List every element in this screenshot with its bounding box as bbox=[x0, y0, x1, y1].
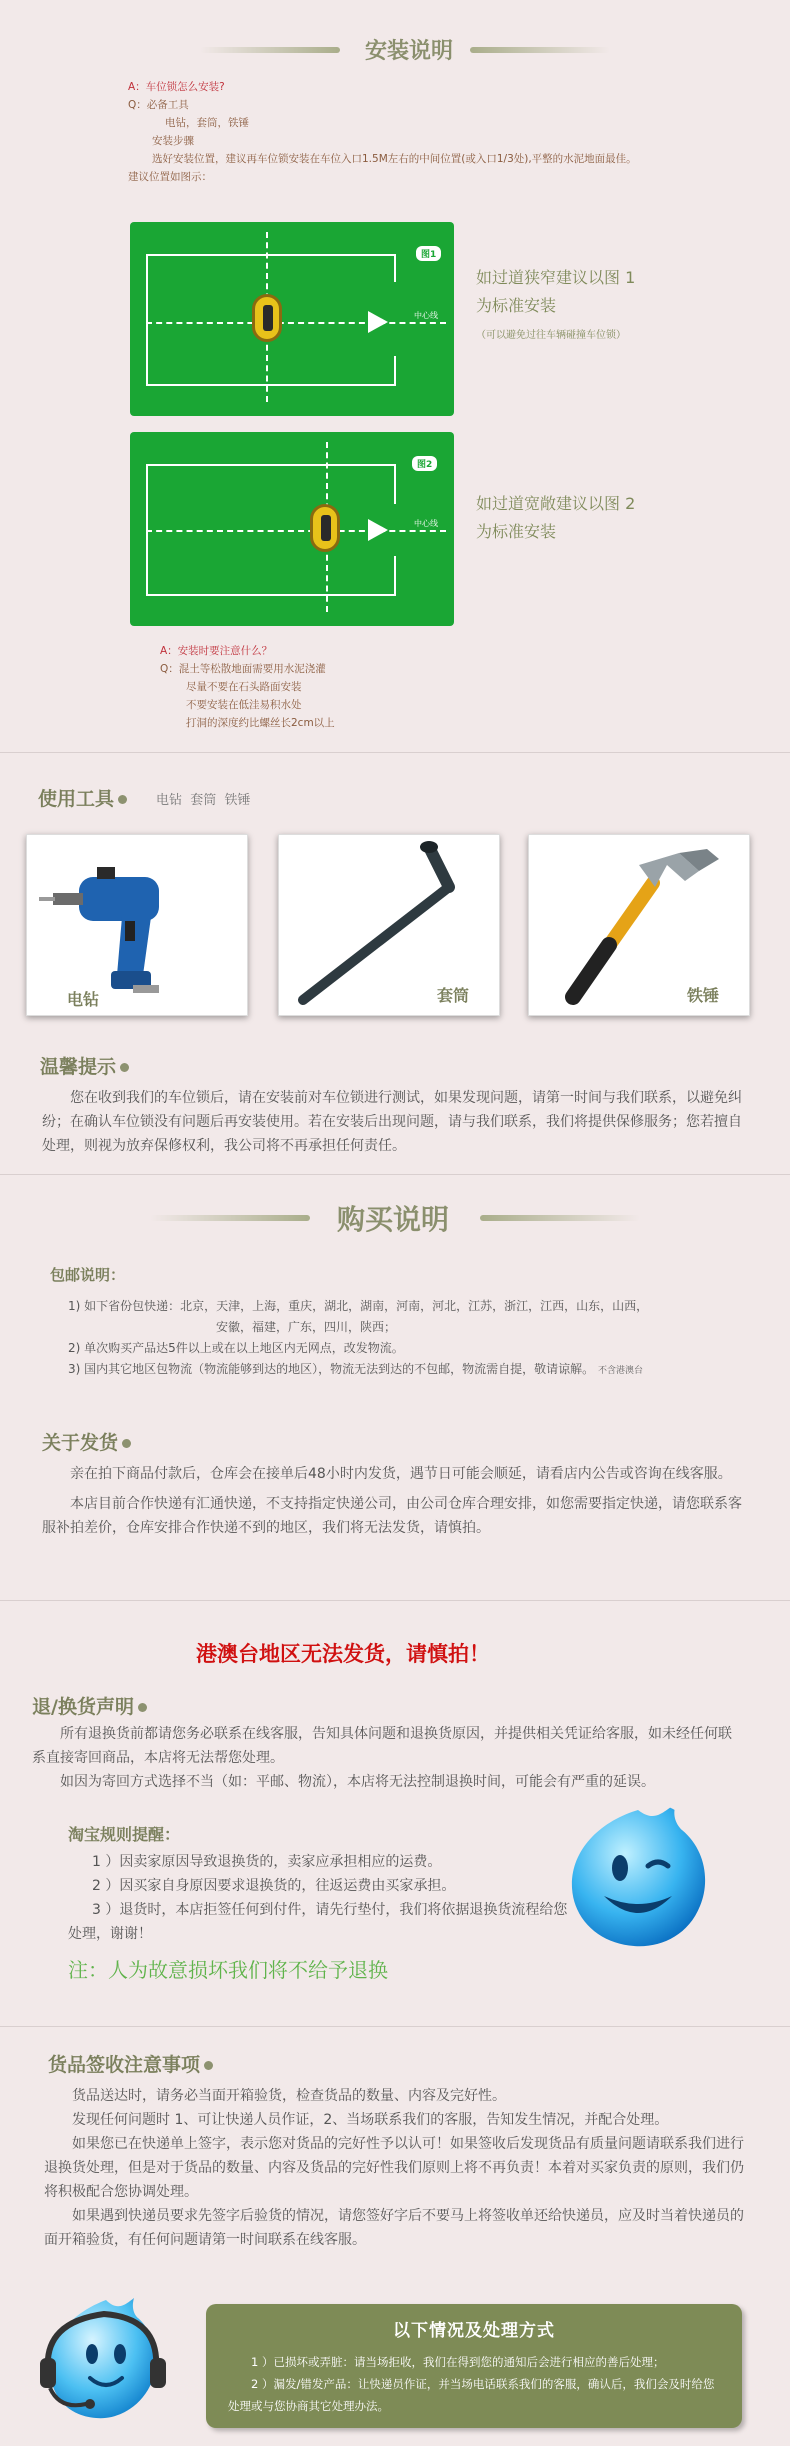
delivery-paragraph-2: 本店目前合作快递有汇通快递，不支持指定快递公司，由公司仓库合理安排，如您需要指定快递，请您联系客服补拍差价，仓库安排合作快递不到的地区，我们将无法发货，请慎拍。 bbox=[42, 1496, 742, 1536]
tool-card-drill bbox=[26, 834, 248, 1016]
install-note-4: 打洞的深度约比螺丝长2cm以上 bbox=[186, 717, 335, 729]
tools-title bbox=[38, 784, 127, 811]
delivery-title bbox=[42, 1428, 131, 1455]
divider-4 bbox=[0, 2026, 790, 2027]
install-tools-label: Q：必备工具 bbox=[128, 99, 189, 111]
receipt-paragraph-3: 如果您已在快递单上签字，表示您对货品的完好性予以认可！如果签收后发现货品有质量问题请联系我们进行退换货处理，但是对于货品的数量、内容及货品的完好性我们原则上将不再负责！本着对买家负责的原则，我们仍将积极配合您协调处理。 bbox=[44, 2136, 744, 2200]
tool-label-hammer: 铁锤 bbox=[687, 986, 720, 1005]
install-note-1: Q：混土等松散地面需要用水泥浇灌 bbox=[160, 663, 326, 675]
purchase-title: 购买说明 bbox=[337, 1203, 450, 1236]
tips-title bbox=[40, 1052, 129, 1079]
figure-1-center-tag: 中心线 bbox=[414, 311, 438, 320]
receipt-paragraph-4: 如果遇到快递员要求先签字后验货的情况，请您签好字后不要马上将签收单还给快递员，应及时当着快递员的面开箱验货，有任何问题请第一时间联系在线客服。 bbox=[44, 2208, 744, 2248]
tool-card-socket bbox=[278, 834, 500, 1016]
install-steps-label: 安装步骤 bbox=[152, 135, 194, 147]
region-warning: 港澳台地区无法发货，请慎拍！ bbox=[196, 1642, 490, 1666]
tool-label-drill: 电钻 bbox=[67, 990, 100, 1009]
receipt-title-text: 货品签收注意事项 bbox=[48, 2054, 201, 2076]
situation-box-body bbox=[206, 2351, 742, 2417]
shipping-list bbox=[68, 1296, 728, 1382]
delivery-title-text: 关于发货 bbox=[42, 1432, 119, 1454]
rule-3: 3 ）退货时，本店拒签任何到付件，请先行垫付，我们将依据退换货流程给您处理，谢谢！ bbox=[68, 1902, 568, 1942]
shipping-title: 包邮说明： bbox=[50, 1266, 126, 1284]
receipt-paragraph-2: 发现任何问题时 1、可让快递人员作证，2、当场联系我们的客服，告知发生情况，并配合处理。 bbox=[72, 2112, 669, 2128]
shipping-line-4 bbox=[68, 1359, 728, 1382]
figure-2-caption-line-1: 如过道宽敞建议以图 2 bbox=[476, 494, 636, 513]
tips-title-text: 温馨提示 bbox=[40, 1056, 117, 1078]
winking-smiley-icon bbox=[564, 1800, 712, 1952]
divider-1 bbox=[0, 752, 790, 753]
purchase-heading bbox=[0, 1198, 790, 1238]
situation-box-title: 以下情况及处理方式 bbox=[393, 2321, 555, 2341]
situation-line-2: 2 ）漏发/错发产品：让快递员作证，并当场电话联系我们的客服，确认后，我们会及时给您处理或与您协商其它处理办法。 bbox=[228, 2377, 715, 2413]
tools-subtitle: 电钻 套筒 铁锤 bbox=[156, 793, 251, 808]
shipping-line-3: 2) 单次购买产品达5件以上或在以上地区内无网点，改发物流。 bbox=[68, 1341, 404, 1355]
situation-box bbox=[206, 2304, 742, 2428]
situation-line-1: 1 ）已损坏或弄脏：请当场拒收，我们在得到您的通知后会进行相应的善后处理； bbox=[251, 2355, 665, 2369]
tips-text bbox=[42, 1086, 748, 1158]
returns-title bbox=[32, 1692, 147, 1719]
install-note-2: 尽量不要在石头路面安装 bbox=[186, 681, 302, 693]
figure-1-caption-line-2: 为标准安装 bbox=[476, 296, 557, 315]
headset-mascot-icon bbox=[40, 2292, 170, 2432]
receipt-title bbox=[48, 2050, 213, 2077]
tool-label-socket: 套筒 bbox=[437, 986, 470, 1005]
drill-icon bbox=[27, 835, 249, 1017]
figure-2-center-tag: 中心线 bbox=[414, 519, 438, 528]
shipping-line-4-text: 3) 国内其它地区包物流（物流能够到达的地区），物流无法到达的不包邮，物流需自提，敬请谅解。 bbox=[68, 1362, 595, 1376]
returns-paragraph-2: 如因为寄回方式选择不当（如：平邮、物流），本店将无法控制退换时间，可能会有严重的延误。 bbox=[60, 1774, 655, 1790]
returns-title-text: 退/换货声明 bbox=[32, 1696, 134, 1718]
figure-2-caption-line-2: 为标准安装 bbox=[476, 522, 557, 541]
tool-card-hammer bbox=[528, 834, 750, 1016]
damage-note: 注：人为故意损坏我们将不给予退换 bbox=[68, 1958, 388, 1982]
install-title: 安装说明 bbox=[365, 39, 454, 64]
divider-2 bbox=[0, 1174, 790, 1175]
shipping-line-1: 1) 如下省份包快递：北京，天津，上海，重庆，湖北，湖南，河南，河北，江苏，浙江，江西，山东，山西， bbox=[68, 1299, 649, 1313]
figure-2-caption bbox=[476, 492, 635, 544]
install-see-figure: 建议位置如图示： bbox=[128, 171, 212, 183]
install-figure-1 bbox=[130, 222, 454, 416]
receipt-text bbox=[44, 2084, 746, 2252]
tools-title-text: 使用工具 bbox=[38, 788, 115, 810]
rule-2: 2 ）因买家自身原因要求退换货的，往返运费由买家承担。 bbox=[92, 1878, 456, 1894]
tips-paragraph: 您在收到我们的车位锁后，请在安装前对车位锁进行测试，如果发现问题，请第一时间与我们联系，以避免纠纷；在确认车位锁没有问题后再安装使用。若在安装后出现问题，请与我们联系，我们将提供保修服务；您若擅自处理，则视为放弃保修权利，我公司将不再承担任何责任。 bbox=[42, 1090, 742, 1154]
figure-1-note: （可以避免过往车辆碰撞车位锁） bbox=[476, 330, 626, 341]
install-question-1: A：车位锁怎么安装? bbox=[128, 81, 225, 93]
figure-1-caption bbox=[476, 266, 635, 318]
divider-3 bbox=[0, 1600, 790, 1601]
returns-paragraph-1: 所有退换货前都请您务必联系在线客服，告知具体问题和退换货原因，并提供相关凭证给客服，如未经任何联系直接寄回商品，本店将无法帮您处理。 bbox=[32, 1726, 732, 1766]
install-note-3: 不要安装在低洼易积水处 bbox=[186, 699, 302, 711]
rule-1: 1 ）因卖家原因导致退换货的，卖家应承担相应的运费。 bbox=[92, 1854, 442, 1870]
figure-1-badge: 图1 bbox=[416, 246, 441, 261]
shipping-line-2: 安徽，福建，广东，四川，陕西； bbox=[216, 1320, 397, 1334]
install-figure-2 bbox=[130, 432, 454, 626]
figure-1-caption-line-1: 如过道狭窄建议以图 1 bbox=[476, 268, 636, 287]
rules-title: 淘宝规则提醒： bbox=[68, 1825, 181, 1844]
install-question-2: A：安装时要注意什么？ bbox=[160, 645, 273, 657]
returns-text bbox=[32, 1722, 734, 1794]
delivery-text bbox=[42, 1462, 748, 1540]
install-step-text: 选好安装位置，建议再车位锁安装在车位入口1.5M左右的中间位置(或入口1/3处),平整的水泥地面最佳。 bbox=[152, 153, 637, 165]
shipping-note: 不含港澳台 bbox=[597, 1366, 643, 1376]
install-heading bbox=[0, 34, 790, 64]
figure-2-badge: 图2 bbox=[412, 456, 437, 471]
delivery-paragraph-1: 亲在拍下商品付款后，仓库会在接单后48小时内发货，遇节日可能会顺延，请看店内公告或咨询在线客服。 bbox=[70, 1466, 732, 1482]
install-tools-list: 电钻，套筒，铁锤 bbox=[165, 117, 249, 129]
rules-list bbox=[68, 1850, 568, 1946]
receipt-paragraph-1: 货品送达时，请务必当面开箱验货，检查货品的数量、内容及完好性。 bbox=[72, 2088, 506, 2104]
